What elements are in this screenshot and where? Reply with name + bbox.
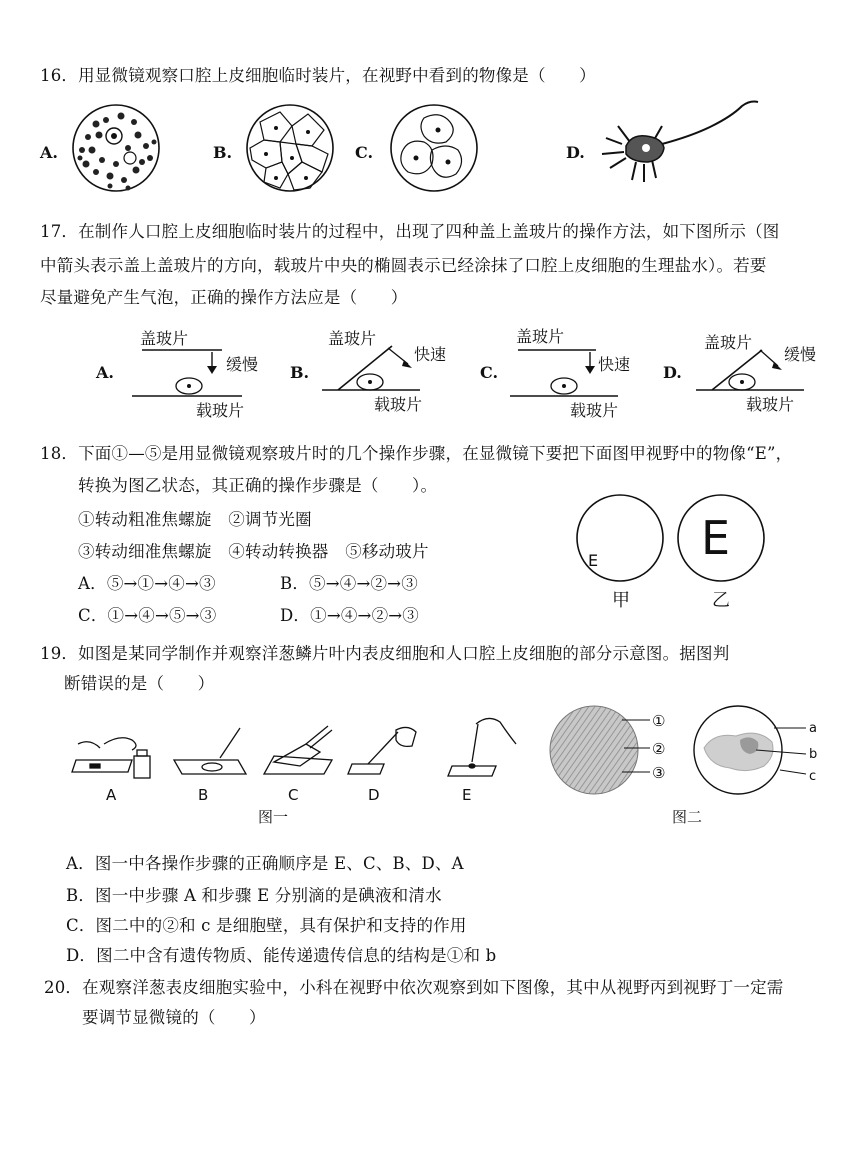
q18-steps-line1: ①转动粗准焦螺旋 ②调节光圈 bbox=[78, 510, 312, 529]
q17-c-slide-label: 载玻片 bbox=[570, 401, 619, 420]
q17-a-slide-label: 载玻片 bbox=[196, 401, 245, 420]
q19-option-c: C．图二中的②和 c 是细胞壁，具有保护和支持的作用 bbox=[66, 916, 467, 935]
q16-figure-d-neuron bbox=[592, 96, 772, 196]
q19-mark-b: b bbox=[809, 747, 818, 762]
q16-option-b-label: B. bbox=[213, 143, 233, 162]
q17-stem-line1: 17．在制作人口腔上皮细胞临时装片的过程中，出现了四种盖上盖玻片的操作方法，如下图所示（图 bbox=[40, 222, 780, 241]
q16-option-d-label: D. bbox=[566, 143, 585, 162]
q18-jia-label: 甲 bbox=[612, 590, 630, 611]
q18-steps-line2: ③转动细准焦螺旋 ④转动转换器 ⑤移动玻片 bbox=[78, 542, 429, 561]
q18-figure-fields-of-view bbox=[570, 492, 820, 616]
q18-option-d: D．①→④→②→③ bbox=[280, 606, 420, 625]
q17-a-slow-label: 缓慢 bbox=[226, 355, 259, 374]
q18-option-a: A．⑤→①→④→③ bbox=[78, 574, 216, 593]
q17-option-c-label: C. bbox=[480, 363, 499, 382]
q17-d-slow-label: 缓慢 bbox=[784, 345, 817, 364]
q18-stem-line2: 转换为图乙状态，其正确的操作步骤是（ ）。 bbox=[78, 476, 438, 495]
q17-figure-d-angled-slow bbox=[688, 326, 838, 420]
q19-step-b-label: B bbox=[198, 786, 209, 804]
q19-figure-two-caption: 图二 bbox=[672, 808, 703, 826]
q19-stem-line1: 19．如图是某同学制作并观察洋葱鳞片叶内表皮细胞和人口腔上皮细胞的部分示意图。据图判 bbox=[40, 644, 730, 663]
q17-stem-line2: 中箭头表示盖上盖玻片的方向，载玻片中央的椭圆表示已经涂抹了口腔上皮细胞的生理盐水）。若要 bbox=[40, 256, 767, 275]
q17-b-cover-label: 盖玻片 bbox=[328, 329, 377, 348]
q19-mark-3: ③ bbox=[652, 764, 666, 782]
q19-step-c-label: C bbox=[288, 786, 299, 804]
q19-step-e-drawing bbox=[448, 718, 516, 776]
q16-option-a-label: A. bbox=[40, 143, 58, 162]
q19-figure-two-cells bbox=[544, 700, 834, 830]
q19-figure-one-caption: 图一 bbox=[258, 808, 289, 826]
q17-stem-line3: 尽量避免产生气泡，正确的操作方法应是（ ） bbox=[40, 288, 408, 307]
q20-stem-line1: 20．在观察洋葱表皮细胞实验中，小科在视野中依次观察到如下图像，其中从视野丙到视野丁一定需 bbox=[44, 978, 784, 997]
q19-onion-cells-view bbox=[550, 706, 638, 794]
q17-b-fast-label: 快速 bbox=[414, 345, 447, 364]
q19-mark-2: ② bbox=[652, 740, 666, 758]
q19-mark-a: a bbox=[809, 721, 817, 736]
q19-option-a: A．图一中各操作步骤的正确顺序是 E、C、B、D、A bbox=[66, 854, 464, 873]
q19-step-b-drawing bbox=[174, 728, 246, 774]
q16-stem: 16．用显微镜观察口腔上皮细胞临时装片，在视野中看到的物像是（ ） bbox=[40, 66, 596, 85]
q19-step-d-label: D bbox=[368, 786, 380, 804]
q17-b-slide-label: 载玻片 bbox=[374, 395, 423, 414]
q16-figure-a-blood-cells bbox=[66, 102, 166, 194]
q20-stem-line2: 要调节显微镜的（ ） bbox=[82, 1008, 266, 1027]
q19-mark-c: c bbox=[809, 769, 817, 784]
q19-step-c-drawing bbox=[264, 726, 332, 774]
q17-d-cover-label: 盖玻片 bbox=[704, 333, 753, 352]
q19-mark-1: ① bbox=[652, 712, 666, 730]
q18-big-e: E bbox=[701, 511, 731, 565]
q19-step-d-drawing bbox=[348, 727, 416, 774]
q17-c-fast-label: 快速 bbox=[598, 355, 631, 374]
q17-figure-a-parallel-slow bbox=[126, 326, 276, 420]
q17-figure-c-parallel-fast bbox=[508, 326, 658, 420]
q16-figure-c-epithelial-cells bbox=[384, 102, 484, 194]
q18-stem-line1: 18．下面①—⑤是用显微镜观察玻片时的几个操作步骤，在显微镜下要把下面图甲视野中的物像“E”， bbox=[40, 444, 793, 463]
q19-figure-one-steps bbox=[70, 704, 540, 830]
q19-stem-line2: 断错误的是（ ） bbox=[64, 674, 215, 693]
q16-option-c-label: C. bbox=[355, 143, 374, 162]
q19-option-d: D．图二中含有遗传物质、能传递遗传信息的结构是①和 b bbox=[66, 946, 497, 965]
q19-step-e-label: E bbox=[462, 786, 472, 804]
q17-option-a-label: A. bbox=[96, 363, 114, 382]
q17-d-slide-label: 载玻片 bbox=[746, 395, 795, 414]
q17-option-b-label: B. bbox=[290, 363, 310, 382]
q19-option-b: B．图一中步骤 A 和步骤 E 分别滴的是碘液和清水 bbox=[66, 886, 442, 905]
q17-figure-b-angled-fast bbox=[316, 326, 466, 420]
q18-yi-label: 乙 bbox=[712, 590, 730, 611]
q18-option-b: B．⑤→④→②→③ bbox=[280, 574, 418, 593]
q18-small-e: E bbox=[588, 551, 599, 570]
q18-option-c: C．①→④→⑤→③ bbox=[78, 606, 217, 625]
q16-figure-b-plant-cells bbox=[240, 102, 340, 194]
q17-option-d-label: D. bbox=[663, 363, 682, 382]
q19-step-a-drawing bbox=[72, 738, 150, 778]
q17-c-cover-label: 盖玻片 bbox=[516, 327, 565, 346]
q19-step-a-label: A bbox=[106, 786, 117, 804]
q17-a-cover-label: 盖玻片 bbox=[140, 329, 189, 348]
